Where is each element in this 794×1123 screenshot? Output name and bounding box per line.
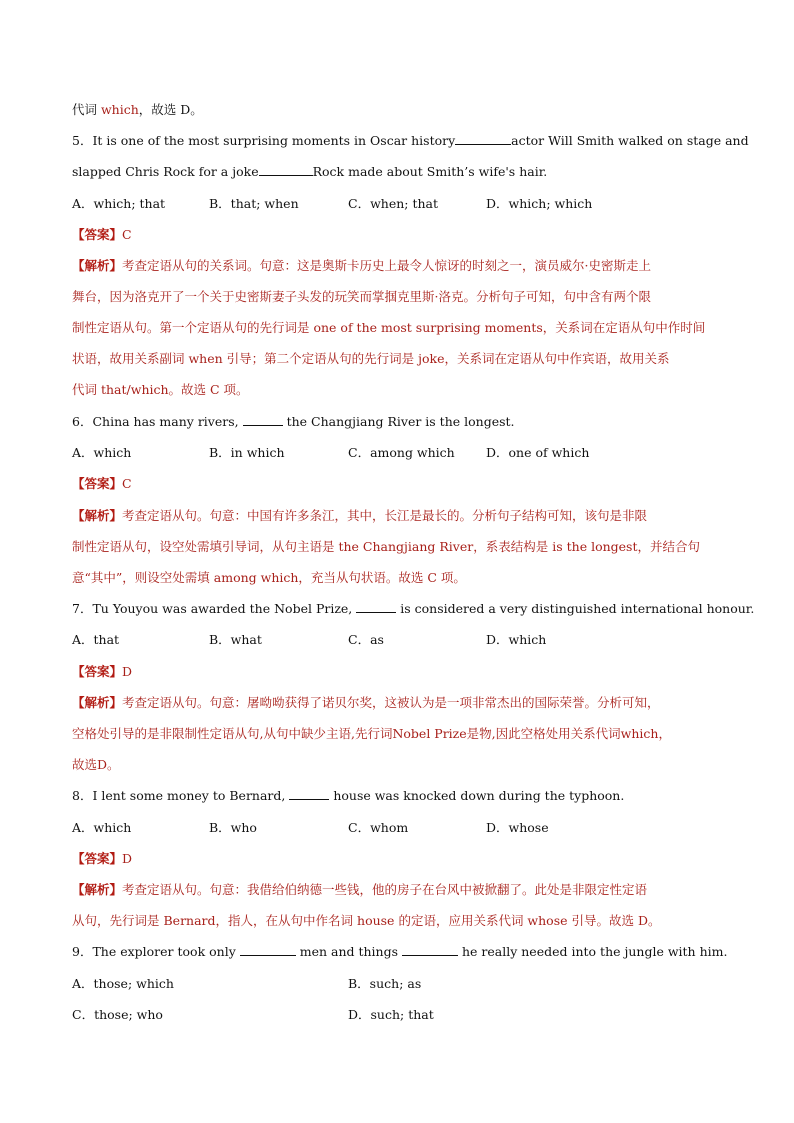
q5-explanation-line5: [72, 381, 249, 399]
q8-explanation-line2: [72, 912, 661, 930]
text: ，关系词在定语从句中作时间: [542, 320, 706, 335]
text: slapped Chris Rock for a joke: [72, 164, 259, 179]
text: 的定语，应用关系代词: [394, 913, 528, 928]
q6-option-d: D．one of which: [486, 445, 590, 460]
answer-blank: [243, 413, 283, 426]
text: Rock made about Smith’s wife's hair.: [312, 164, 548, 179]
text: ，: [658, 726, 671, 741]
explanation-tag: 【解析】: [72, 508, 123, 523]
q6-option-a: A．which: [72, 445, 132, 460]
text: ，充当从句状语。故选 C 项。: [298, 570, 466, 585]
text: 引导；第二个定语从句的先行词是: [222, 351, 419, 366]
q7-answer: [72, 663, 132, 681]
q6-option-b: B．in which: [209, 445, 285, 460]
text: men and things: [295, 944, 402, 959]
q5-explanation-line4: [72, 350, 670, 368]
answer-blank: [455, 132, 511, 145]
answer-blank: [402, 943, 458, 956]
q5-option-c: C．when; that: [348, 196, 438, 211]
text: 意“其中”，则设空处需填: [72, 570, 214, 585]
q9-option-c: C．those; who: [72, 1007, 163, 1022]
explanation-tag: 【解析】: [72, 695, 123, 710]
q7-explanation-line2: [72, 725, 671, 743]
answer-tag: 【答案】: [72, 476, 123, 491]
text: 代词: [72, 382, 101, 397]
text: that/which: [100, 382, 169, 397]
q5-stem-line1: [72, 132, 749, 150]
q8-option-d: D．whose: [486, 820, 549, 835]
explanation-tag: 【解析】: [72, 882, 123, 897]
q6-explanation-line1: [72, 507, 647, 525]
text: ，系表结构是: [473, 539, 553, 554]
q5-option-a: A．which; that: [72, 196, 166, 211]
text: ，故选 D。: [138, 102, 203, 117]
text: when: [188, 351, 223, 366]
q9-stem: [72, 943, 727, 961]
q7-explanation-line3: 故选D。: [72, 757, 120, 772]
q7-option-b: B．what: [209, 632, 262, 647]
text: 考查定语从句。句意：我借给伯纳德一些钱，他的房子在台风中被掀翻了。此处是非限定性定语: [122, 882, 648, 897]
text: 制性定语从句，设空处需填引导词，从句主语是: [72, 539, 339, 554]
q9-option-a: A．those; which: [72, 976, 174, 991]
text: actor Will Smith walked on stage and: [511, 133, 749, 148]
text: which: [620, 726, 659, 741]
text: whose: [527, 913, 568, 928]
q9-option-d: D．such; that: [348, 1007, 434, 1022]
text: among which: [213, 570, 299, 585]
text: Nobel Prize: [392, 726, 467, 741]
q6-option-c: C．among which: [348, 445, 455, 460]
q6-stem: [72, 413, 515, 431]
text: 6．China has many rivers,: [72, 414, 243, 429]
text: he really needed into the jungle with him.: [458, 944, 728, 959]
text: ，关系词在定语从句中作宾语，故用关系: [444, 351, 670, 366]
q5-option-d: D．which; which: [486, 196, 593, 211]
q5-answer: [72, 226, 132, 244]
q6-explanation-line2: [72, 538, 700, 556]
text: house was knocked down during the typhoon.: [329, 788, 625, 803]
text: 从句，先行词是: [72, 913, 164, 928]
answer-value: C: [122, 227, 132, 242]
text: Bernard: [163, 913, 216, 928]
text: ，指人，在从句中作名词: [215, 913, 358, 928]
q6-explanation-line3: [72, 569, 466, 587]
q8-option-b: B．who: [209, 820, 257, 835]
q6-answer: [72, 475, 132, 493]
answer-blank: [356, 600, 396, 613]
answer-blank: [240, 943, 296, 956]
q5-explanation-line3: [72, 319, 705, 337]
q7-option-c: C．as: [348, 632, 384, 647]
text: 5．It is one of the most surprising moments in Oscar history: [72, 133, 456, 148]
text: 9．The explorer took only: [72, 944, 240, 959]
text: joke: [418, 351, 445, 366]
q7-option-d: D．which: [486, 632, 547, 647]
text: 考查定语从句的关系词。句意：这是奥斯卡历史上最令人惊讶的时刻之一，演员威尔·史密斯走上: [122, 258, 651, 273]
q8-answer: [72, 850, 132, 868]
q7-option-a: A．that: [72, 632, 120, 647]
q8-option-a: A．which: [72, 820, 132, 835]
text: 考查定语从句。句意：中国有许多条江，其中，长江是最长的。分析句子结构可知，该句是非限: [122, 508, 648, 523]
q8-option-c: C．whom: [348, 820, 409, 835]
answer-value: C: [122, 476, 132, 491]
text: one of the most surprising moments: [313, 320, 543, 335]
text: 8．I lent some money to Bernard,: [72, 788, 290, 803]
q9-option-b: B．such; as: [348, 976, 422, 991]
q5-explanation-line1: [72, 257, 651, 275]
text: 状语，故用关系副词: [72, 351, 189, 366]
text: 代词: [72, 102, 101, 117]
text: 引导。故选 D。: [567, 913, 661, 928]
answer-blank: [259, 163, 313, 176]
text: 考查定语从句。句意：屠呦呦获得了诺贝尔奖，这被认为是一项非常杰出的国际荣誉。分析可知，: [122, 695, 660, 710]
explanation-tag: 【解析】: [72, 258, 123, 273]
text: 。故选 C 项。: [168, 382, 249, 397]
text: is the longest: [552, 539, 638, 554]
answer-tag: 【答案】: [72, 851, 123, 866]
text: 空格处引导的是非限制性定语从句,从句中缺少主语,先行词: [72, 726, 393, 741]
q5-stem-line2: [72, 163, 547, 181]
text: is considered a very distinguished international honour.: [396, 601, 755, 616]
answer-value: D: [122, 851, 133, 866]
text: house: [357, 913, 395, 928]
q7-explanation-line1: [72, 694, 660, 712]
text: 是物,因此空格处用关系代词: [466, 726, 621, 741]
prev-explanation-end: [72, 101, 203, 119]
answer-value: D: [122, 664, 133, 679]
q8-explanation-line1: [72, 881, 647, 899]
text: 7．Tu Youyou was awarded the Nobel Prize,: [72, 601, 357, 616]
q5-option-b: B．that; when: [209, 196, 299, 211]
answer-tag: 【答案】: [72, 664, 123, 679]
q8-stem: [72, 787, 624, 805]
text: 制性定语从句。第一个定语从句的先行词是: [72, 320, 314, 335]
text: ，并结合句: [637, 539, 700, 554]
text: the Changjiang River is the longest.: [282, 414, 515, 429]
q5-explanation-line2: 舞台，因为洛克开了一个关于史密斯妻子头发的玩笑而掌掴克里斯·洛克。分析句子可知，句中含有两个限: [72, 289, 651, 304]
answer-tag: 【答案】: [72, 227, 123, 242]
text: which: [100, 102, 139, 117]
answer-blank: [289, 787, 329, 800]
q7-stem: [72, 600, 754, 618]
text: the Changjiang River: [338, 539, 474, 554]
